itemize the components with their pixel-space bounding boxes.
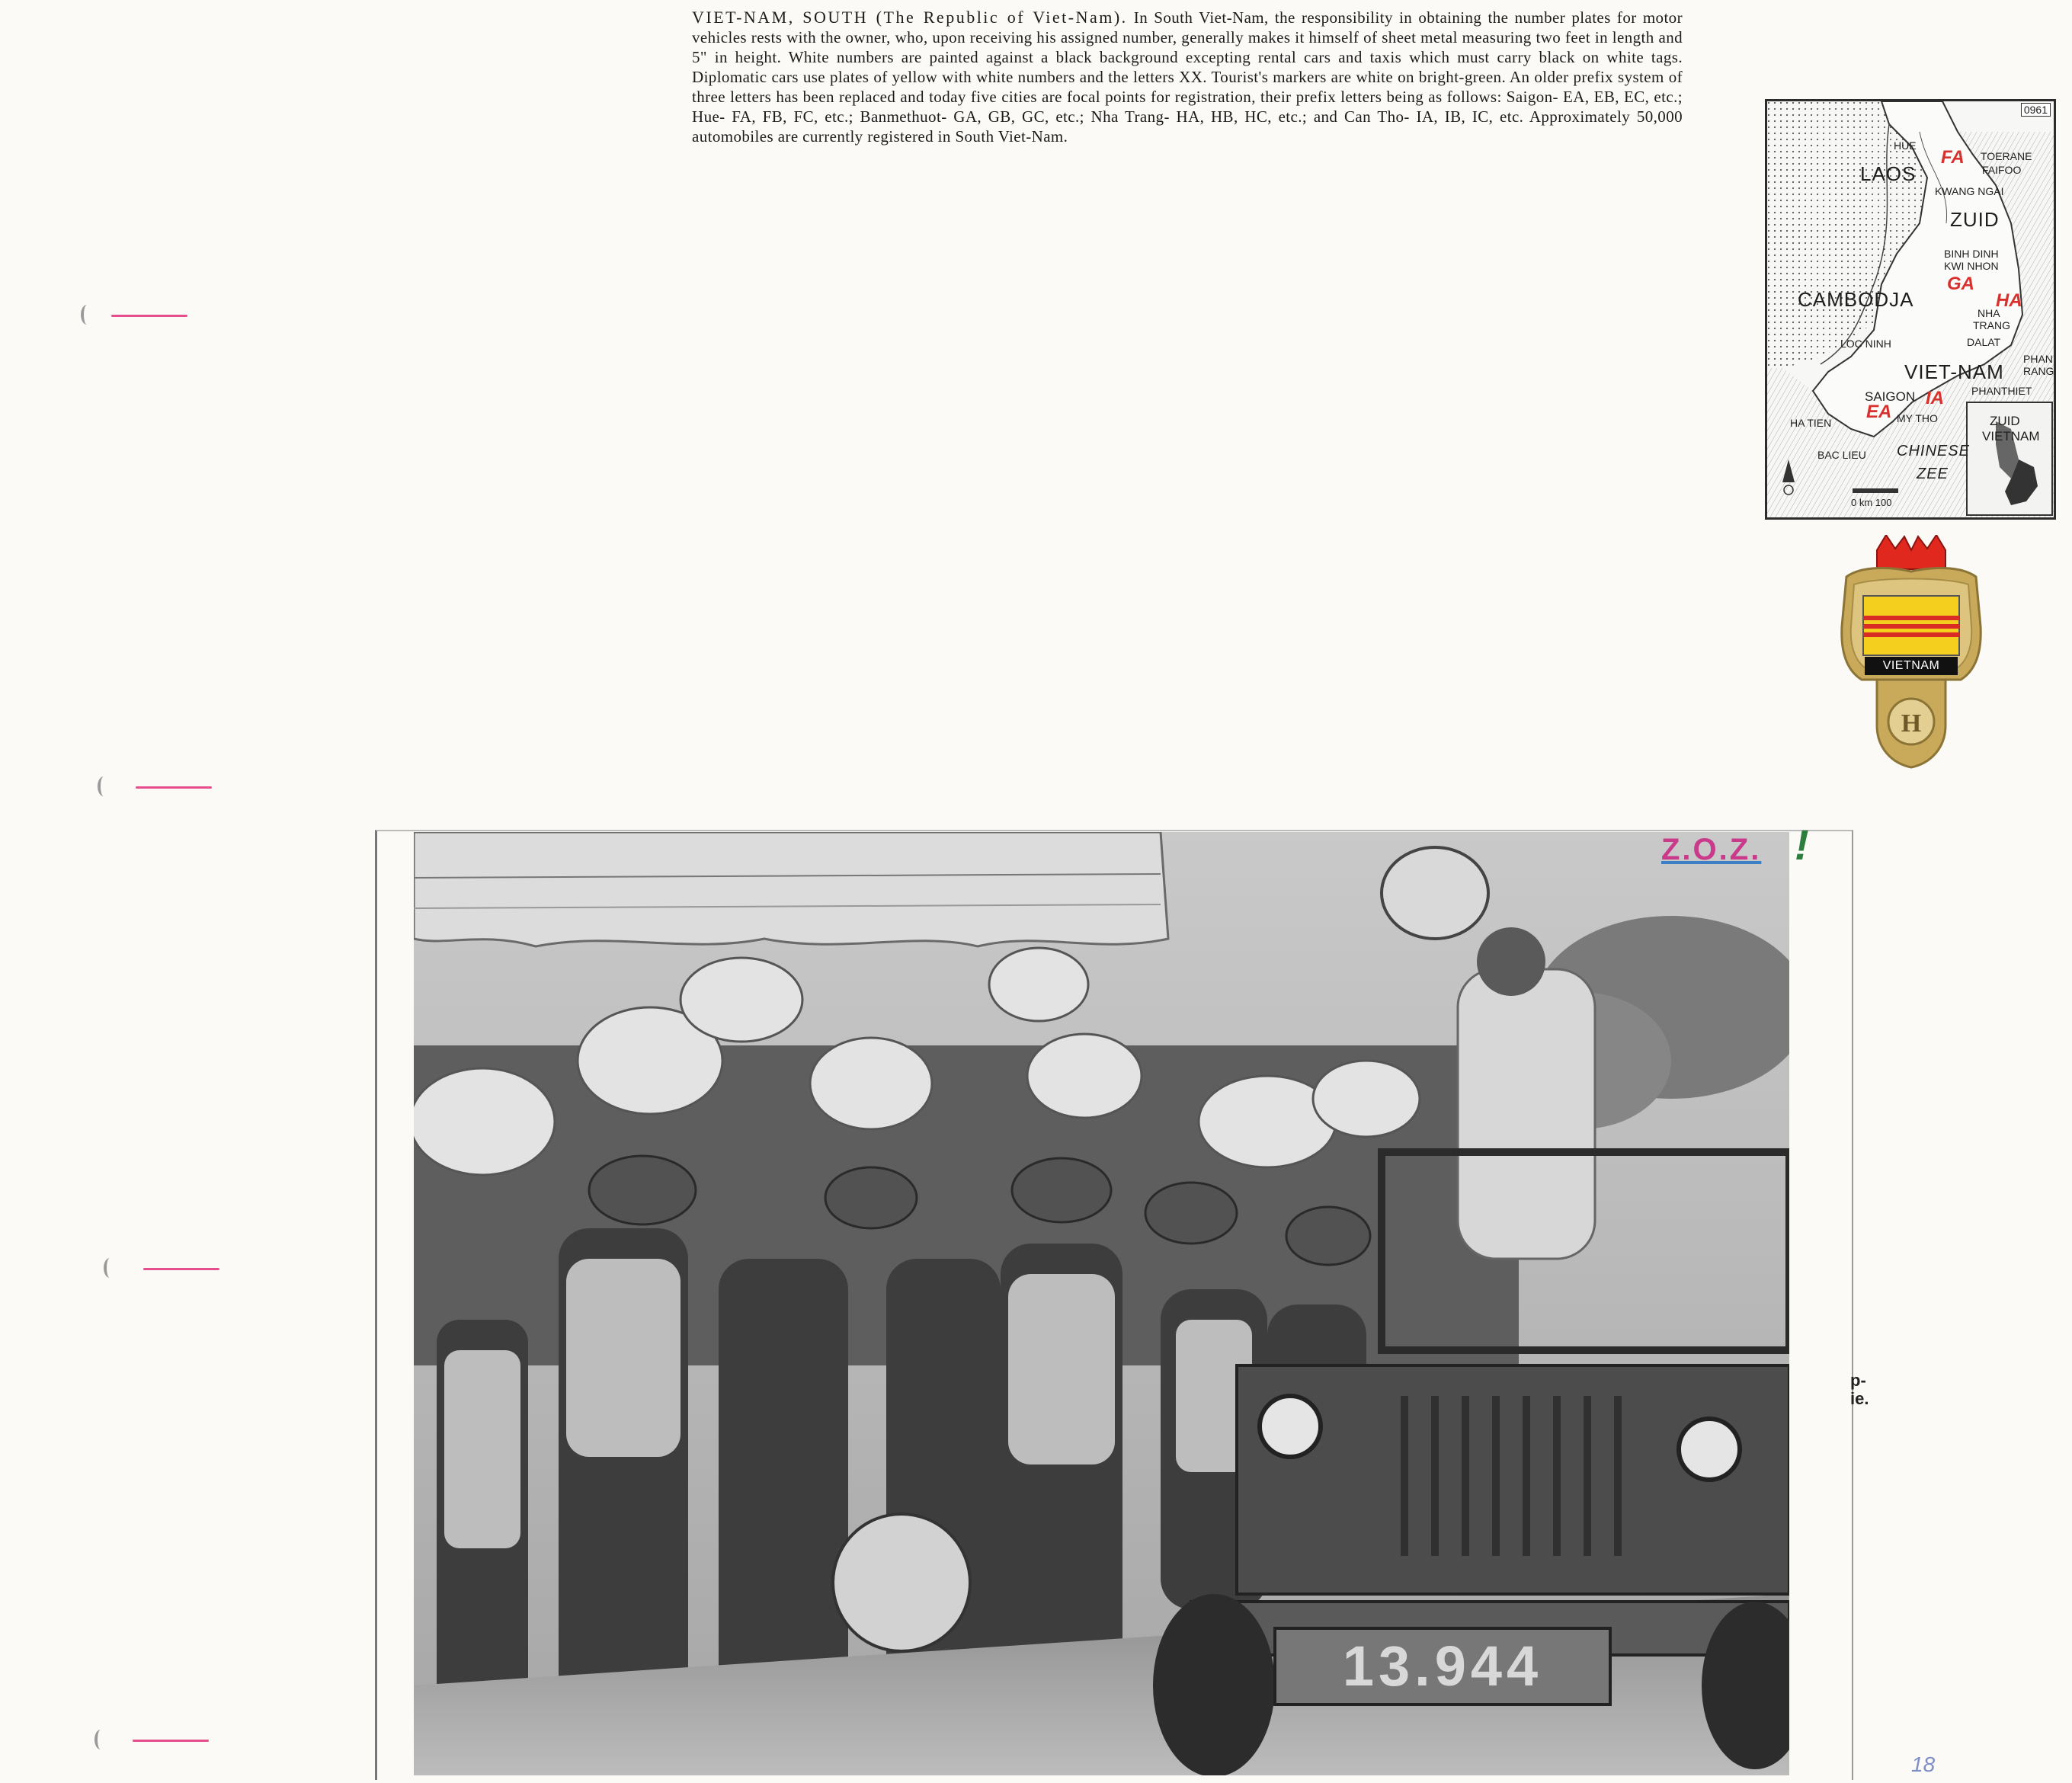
map-prefix-ha: HA [1996,290,2022,311]
map-label-zee: ZEE [1917,466,1949,482]
binder-mark-3 [104,1260,172,1277]
map-label-dalat: DALAT [1967,336,2001,348]
map-label-bac-lieu: BAC LIEU [1817,449,1866,461]
map-prefix-ia: IA [1926,388,1944,408]
description-paragraph [692,8,1683,146]
map-label-vietnam-inset: VIETNAM [1982,429,2040,443]
map-label-nha: NHA [1978,307,2000,319]
map-label-phanthiet: PHANTHIET [1971,385,2032,397]
map-number: 0961 [2021,103,2051,117]
cut-off-text [1850,1372,1869,1408]
map-label-phan: PHAN [2023,353,2053,365]
map-label-faifoo: FAIFOO [1982,164,2022,176]
vietnam-crest [1831,535,1991,771]
map-label-kwi-nhon: KWI NHON [1944,260,1999,272]
map-label-my-tho: MY THO [1897,412,1938,424]
description-heading: VIET-NAM, SOUTH (The Republic of Viet-Nam). [692,8,1128,27]
parade-photograph [414,832,1789,1775]
crest-label: VIETNAM [1865,657,1958,675]
map-label-saigon: SAIGON [1865,389,1916,404]
binder-mark-2 [98,779,166,795]
zoz-stamp: Z.O.Z. [1661,833,1762,866]
description-body: In South Viet-Nam, the responsibility in obtaining the number plates for motor vehicles rests with the owner, who, upon receiving his assigned number, generally makes it himself of sheet metal measuring two feet in length and 5" in height. White numbers are painted against a black background excepting rental cars and taxis which must carry black on white tags. Diplomatic cars use plates of yellow with white numbers and the letters XX. Tourist's markers are white on bright-green. An older prefix system of three letters has been replaced and today five cities are focal points for registration, their prefix letters being as follows: Saigon- EA, EB, EC, etc.; Hue- FA, FB, FC, etc.; Banmethuot- GA, GB, GC, etc.; Nha Trang- HA, HB, HC, etc.; and Can Tho- IA, IB, IC, etc. Approximately 50,000 automobiles are currently registered in South Viet-Nam. [692,8,1683,146]
map-prefix-ga: GA [1947,274,1974,294]
binder-mark-1 [81,307,149,324]
cut-off-line-1: p- [1850,1371,1866,1390]
map-label-vietnam: VIET-NAM [1904,360,2004,383]
map-label-chinese: CHINESE [1897,443,1970,459]
map-label-kwang-ngai: KWANG NGAI [1935,185,2004,197]
map-label-laos: LAOS [1860,162,1917,185]
map-label-trang: TRANG [1973,319,2010,331]
map-prefix-ea: EA [1866,402,1892,422]
map-label-binh-dinh: BINH DINH [1944,248,1999,260]
crest-drawing [1831,535,1991,771]
map-label-rang: RANG [2023,365,2054,377]
crest-monogram: H [1901,709,1922,738]
map-label-cambodja: CAMBODJA [1798,288,1914,311]
vietnam-map [1765,99,2056,520]
map-label-zuid: ZUID [1950,208,2000,231]
cut-off-line-2: ie. [1850,1389,1869,1408]
binder-mark-4 [94,1732,163,1749]
license-plate: 13.944 [1342,1634,1543,1698]
map-label-ha-tien: HA TIEN [1790,417,1832,429]
map-label-toerane: TOERANE [1981,150,2032,162]
stamp-mark: ! [1795,821,1809,869]
map-label-zuid-inset: ZUID [1990,414,2020,428]
map-prefix-fa: FA [1941,147,1965,168]
map-scale: 0 km 100 [1851,497,1892,508]
map-label-loc-ninh: LOC NINH [1840,338,1891,350]
map-label-hue: HUE [1894,139,1917,152]
photo-drawing [414,832,1789,1775]
corner-note: 18 [1911,1753,1936,1776]
